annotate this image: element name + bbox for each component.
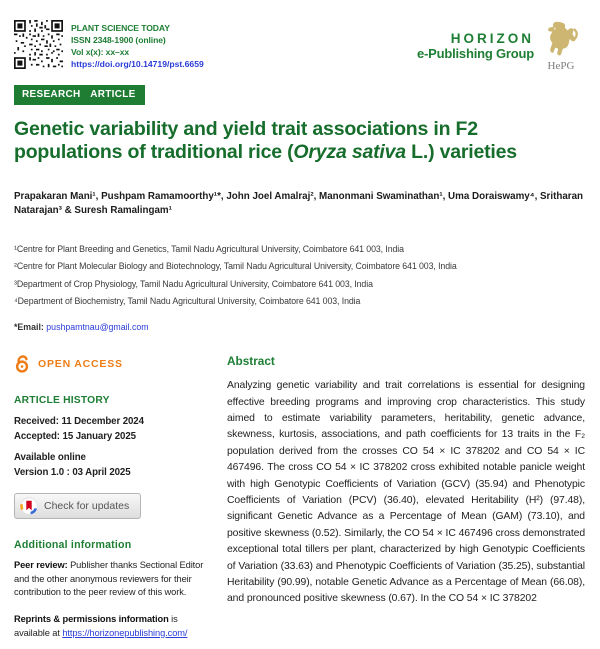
- check-for-updates-button[interactable]: [14, 493, 141, 519]
- affiliation-1: ¹Centre for Plant Breeding and Genetics, Tamil Nadu Agricultural University, Coimbatore 641 003, India: [14, 243, 404, 254]
- publisher-abbr: HePG: [547, 60, 575, 72]
- check-for-updates-label: Check for updates: [44, 500, 130, 513]
- abstract-section: [227, 353, 585, 649]
- email-label: *Email:: [14, 322, 47, 333]
- publisher-subname: e-Publishing Group: [416, 46, 534, 61]
- journal-issn: ISSN 2348-1900 (online): [71, 35, 166, 45]
- article-info-sidebar: [14, 353, 210, 649]
- author-list: Prapakaran Mani¹, Pushpam Ramamoorthy¹*, John Joel Amalraj², Manonmani Swaminathan¹, Uma Doraiswamy⁴, Sritharan Natarajan³ & Suresh Ramalingam¹: [14, 191, 584, 216]
- affiliation-4: ⁴Department of Biochemistry, Tamil Nadu Agricultural University, Coimbatore 641 003, India: [14, 296, 361, 307]
- accepted-date: Accepted: 15 January 2025: [14, 430, 136, 442]
- journal-header: [14, 20, 585, 72]
- crossmark-icon: [20, 497, 38, 515]
- available-online-label: Available online: [14, 452, 86, 464]
- article-history-heading: ARTICLE HISTORY: [14, 395, 110, 407]
- title-species-italic: Oryza sativa: [293, 140, 406, 163]
- version-date: Version 1.0 : 03 April 2025: [14, 466, 131, 478]
- reprints-note: [14, 613, 210, 640]
- journal-name: PLANT SCIENCE TODAY: [71, 23, 170, 33]
- title-text-after: L.) varieties: [405, 140, 517, 163]
- journal-meta-block: [14, 20, 204, 70]
- article-type-badge: RESEARCH ARTICLE: [14, 85, 145, 105]
- reprints-label: Reprints & permissions information: [14, 614, 169, 625]
- open-access-label: OPEN ACCESS: [38, 357, 123, 370]
- additional-info-heading: Additional information: [14, 539, 132, 552]
- publisher-block: [417, 20, 585, 72]
- affiliation-list: [14, 244, 585, 307]
- qr-code-icon: [14, 20, 63, 69]
- peer-review-text: Publisher thanks Sectional Editor and the other anonymous reviewers for their contribution to the peer review of this work.: [14, 560, 204, 597]
- article-title: [14, 118, 585, 163]
- open-access-row: [14, 353, 210, 374]
- open-padlock-icon: [14, 353, 31, 374]
- journal-volume: Vol x(x): xx–xx: [71, 47, 130, 57]
- abstract-text: Analyzing genetic variability and trait correlations is essential for designing effective breeding programs and improving crop characteristics. This study aimed to estimate variability parameters, heritability, genetic advance, skewness, kurtosis, associations, and path coefficients for 13 traits in the F₂ population derived from the crosses CO 54 × IC 378202 and CO 54 × IC 467496. The cross CO 54 × IC 378202 cross exhibited notable panicle weight with high Genotypic Coefficients of Variation (GCV) (35.94) and Phenotypic Coefficients of Variation (PCV) (36.40), elevated Heritability (H²) (97.48), significant Genetic Advance as a Percentage of Mean (GAM) (73.10), and positive skewness (0.52). Similarly, the CO 54 × IC 467496 cross demonstrated exceptional total tillers per plant, characterized by high Genotypic Coefficients of Variation (33.63) and Phenotypic Coefficients of Variation (35.25), substantial Heritability (90.99), notable Genetic Advance as a Percentage of Mean (66.08), and pronounced positive skewness (0.67). In the CO 54 × IC 378202: [227, 380, 585, 605]
- title-text-before: Genetic variability and yield trait associations in F2 populations of traditional rice (: [14, 118, 478, 163]
- reprints-link[interactable]: https://horizonepublishing.com/: [62, 627, 188, 638]
- abstract-heading: Abstract: [227, 354, 275, 369]
- peer-review-note: [14, 559, 210, 599]
- lion-rampant-icon: [541, 20, 581, 62]
- doi-link[interactable]: https://doi.org/10.14719/pst.6659: [71, 59, 204, 69]
- reprints-mid-text: is available at: [14, 614, 178, 638]
- corresponding-email: [14, 322, 585, 332]
- affiliation-2: ²Centre for Plant Molecular Biology and Biotechnology, Tamil Nadu Agricultural University, Coimbatore 641 003, India: [14, 261, 457, 272]
- publisher-name: HORIZON: [450, 31, 534, 46]
- email-link[interactable]: pushpamtnau@gmail.com: [46, 322, 149, 333]
- peer-review-label: Peer review:: [14, 560, 71, 571]
- affiliation-3: ³Department of Crop Physiology, Tamil Nadu Agricultural University, Coimbatore 641 003, India: [14, 278, 373, 289]
- received-date: Received: 11 December 2024: [14, 416, 144, 428]
